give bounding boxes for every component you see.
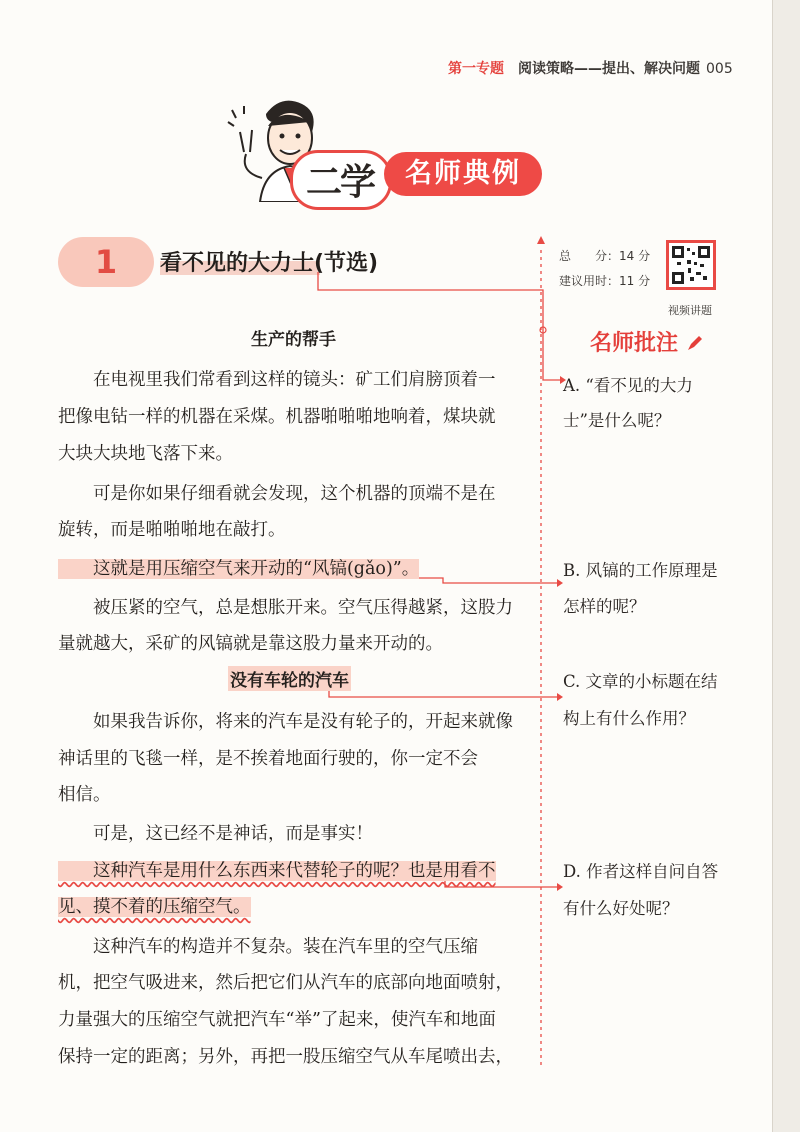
highlight-b: 这就是用压缩空气来开动的“风镐(gǎo)”。 bbox=[58, 559, 420, 579]
article-title: 看不见的大力士(节选) bbox=[160, 246, 378, 277]
paragraph-line: 大块大块地飞落下来。 bbox=[58, 444, 233, 464]
section-label: 二学 bbox=[305, 162, 374, 203]
paragraph-line: 这种汽车的构造并不复杂。装在汽车里的空气压缩 bbox=[58, 937, 478, 957]
note-d-line1: D. 作者这样自问自答 bbox=[563, 862, 719, 881]
header-topic: 第一专题 bbox=[448, 61, 504, 77]
note-d-line2: 有什么好处呢？ bbox=[563, 899, 679, 918]
article-number: 1 bbox=[94, 243, 118, 281]
highlighted-sentence bbox=[58, 857, 496, 882]
page-number: 005 bbox=[706, 61, 733, 77]
note-a-line1: A. “看不见的大力 bbox=[563, 376, 693, 395]
video-label[interactable]: 视频讲题 bbox=[668, 304, 712, 317]
note-c-line2: 构上有什么作用？ bbox=[563, 709, 695, 728]
paragraph-line: 机，把空气吸进来，然后把它们从汽车的底部向地面喷射， bbox=[58, 973, 513, 993]
paragraph-line: 把像电钻一样的机器在采煤。机器啪啪啪地响着，煤块就 bbox=[58, 407, 496, 427]
highlighted-sentence bbox=[58, 555, 419, 580]
note-c-line1: C. 文章的小标题在结 bbox=[563, 672, 718, 691]
note-b-line2: 怎样的呢？ bbox=[563, 597, 646, 616]
highlight-d-2: 见、摸不着的压缩空气。 bbox=[58, 897, 251, 917]
note-a-line2: 士”是什么呢？ bbox=[563, 411, 671, 430]
paragraph-line: 相信。 bbox=[58, 785, 111, 805]
note-b-line1: B. 风镐的工作原理是 bbox=[563, 561, 718, 580]
paragraph-line: 旋转，而是啪啪啪地在敲打。 bbox=[58, 520, 286, 540]
paragraph-line: 力量强大的压缩空气就把汽车“举”了起来，使汽车和地面 bbox=[58, 1010, 496, 1030]
paragraph-line: 保持一定的距离；另外，再把一股压缩空气从车尾喷出去， bbox=[58, 1047, 513, 1067]
header-strategy: 阅读策略——提出、解决问题 bbox=[518, 61, 700, 77]
paragraph-line: 量就越大，采矿的风镐就是靠这股力量来开动的。 bbox=[58, 634, 443, 654]
paragraph-line: 被压紧的空气，总是想胀开来。空气压得越紧，这股力 bbox=[58, 598, 513, 618]
paragraph-line: 可是你如果仔细看就会发现，这个机器的顶端不是在 bbox=[58, 484, 496, 504]
paragraph-line: 神话里的飞毯一样，是不挨着地面行驶的，你一定不会 bbox=[58, 749, 478, 769]
highlight-d-1: 这种汽车是用什么东西来代替轮子的呢？也是用看不 bbox=[58, 861, 496, 881]
highlighted-sentence bbox=[58, 893, 251, 918]
total-score: 总 分：14 分 bbox=[559, 249, 651, 263]
annotation-header-text: 名师批注 bbox=[590, 331, 679, 356]
suggested-time: 建议用时：11 分 bbox=[559, 274, 651, 288]
subtitle-carless-wheels: 没有车轮的汽车 bbox=[228, 666, 351, 691]
paragraph-line: 如果我告诉你，将来的汽车是没有轮子的，开起来就像 bbox=[58, 712, 513, 732]
paragraph-line: 可是，这已经不是神话，而是事实！ bbox=[58, 824, 373, 844]
banner-label: 名师典例 bbox=[405, 158, 521, 189]
subtitle-production-helper: 生产的帮手 bbox=[251, 330, 336, 350]
paragraph-line: 在电视里我们常看到这样的镜头：矿工们肩膀顶着一 bbox=[58, 370, 496, 390]
